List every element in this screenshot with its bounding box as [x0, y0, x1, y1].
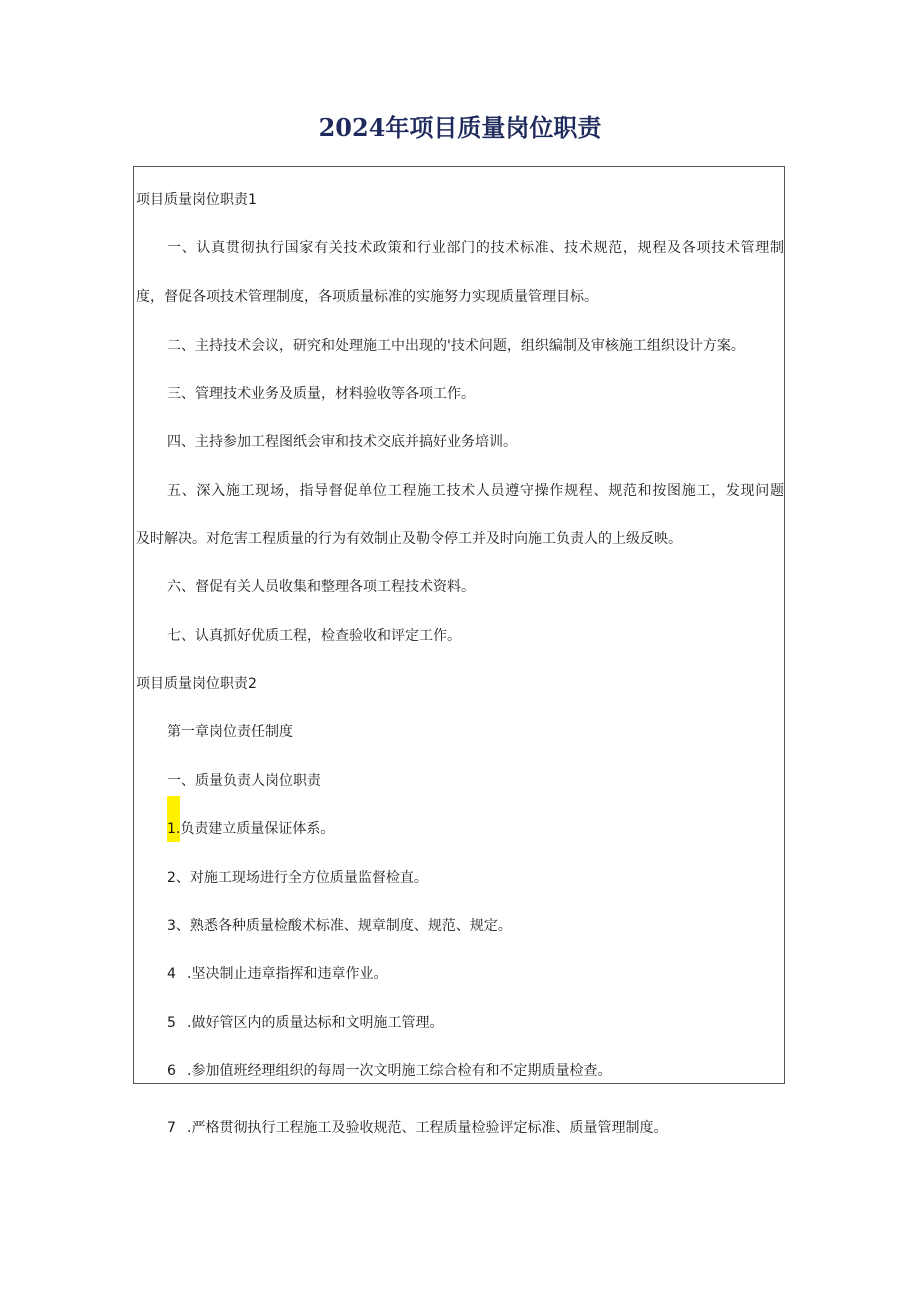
section-heading-1: 项目质量岗位职责1 — [136, 192, 257, 208]
list-item: 1.负责建立质量保证体系。 — [167, 821, 335, 837]
list-item — [167, 1117, 667, 1139]
document-title: 2024年项目质量岗位职责 — [318, 113, 602, 142]
paragraph-line: 一、认真贯彻执行国家有关技术政策和行业部门的技术标准、技术规范，规程及各项技术管理制 — [167, 240, 784, 256]
list-item-number: 7 — [167, 1120, 176, 1136]
subsection-heading: 一、质量负责人岗位职责 — [167, 773, 321, 789]
paragraph-line: 二、主持技术会议，研究和处理施工中出现的'技术问题，组织编制及审核施工组织设计方案。 — [167, 338, 745, 354]
paragraph-line: 及时解决。对危害工程质量的行为有效制止及勒令停工并及时向施工负责人的上级反映。 — [136, 531, 682, 547]
chapter-heading: 第一章岗位责任制度 — [167, 724, 293, 740]
list-item-text: .参加值班经理组织的每周一次文明施工综合检有和不定期质量检查。 — [187, 1063, 612, 1079]
list-item — [167, 1060, 611, 1082]
list-item-number: 4 — [167, 966, 176, 982]
paragraph-line: 六、督促有关人员收集和整理各项工程技术资料。 — [167, 579, 475, 595]
paragraph-line: 四、主持参加工程图纸会审和技术交底并搞好业务培训。 — [167, 434, 517, 450]
paragraph-line: 五、深入施工现场，指导督促单位工程施工技术人员遵守操作规程、规范和按图施工，发现问题 — [167, 483, 784, 499]
list-item-number: 6 — [167, 1063, 176, 1079]
paragraph-line: 三、管理技术业务及质量，材料验收等各项工作。 — [167, 386, 475, 402]
list-item-text: .严格贯彻执行工程施工及验收规范、工程质量检验评定标准、质量管理制度。 — [187, 1120, 668, 1136]
list-item-text: .做好管区内的质量达标和文明施工管理。 — [187, 1015, 444, 1031]
section-heading-2: 项目质量岗位职责2 — [136, 676, 257, 692]
list-item: 3、熟悉各种质量检酸术标准、规章制度、规范、规定。 — [167, 918, 512, 934]
list-item: 2、对施工现场进行全方位质量监督检直。 — [167, 870, 428, 886]
paragraph-line: 七、认真抓好优质工程，检查验收和评定工作。 — [167, 628, 461, 644]
paragraph-line: 度，督促各项技术管理制度，各项质量标准的实施努力实现质量管理目标。 — [136, 289, 598, 305]
list-item-text: .坚决制止违章指挥和违章作业。 — [187, 966, 388, 982]
list-item — [167, 1012, 443, 1034]
list-item — [167, 963, 387, 985]
list-item-number: 5 — [167, 1015, 176, 1031]
